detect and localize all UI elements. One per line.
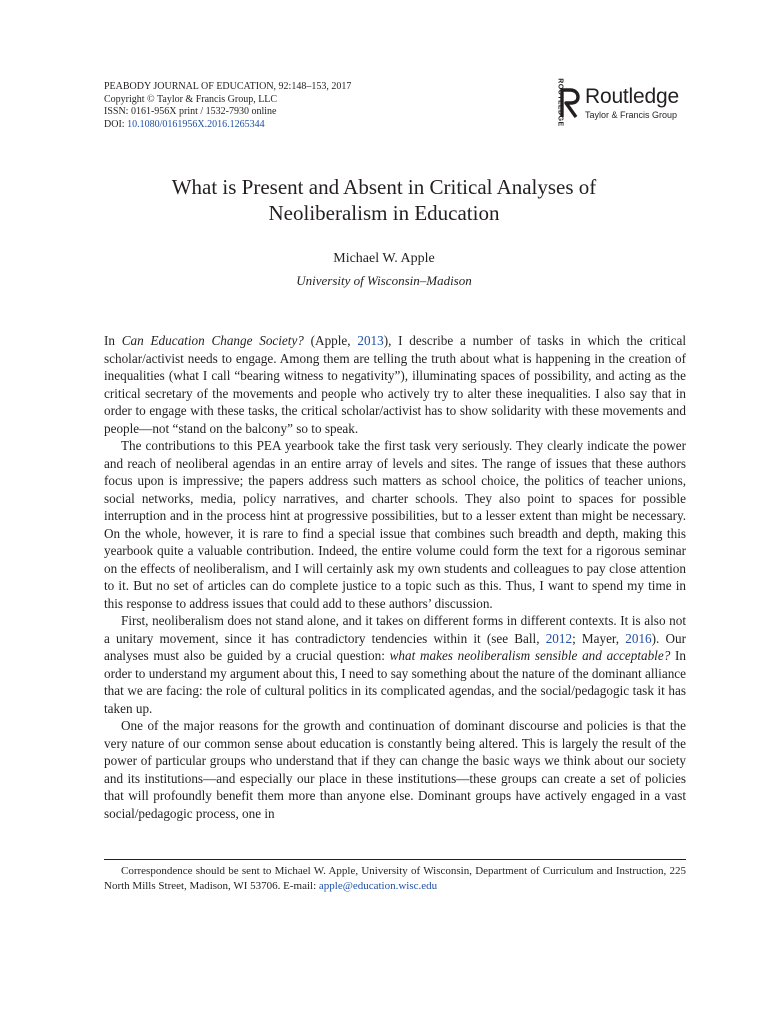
key-question: what makes neoliberalism sensible and acceptable? xyxy=(389,648,671,663)
citation-link[interactable]: 2013 xyxy=(357,333,384,348)
routledge-r-icon xyxy=(560,87,580,119)
article-title xyxy=(60,174,708,226)
paragraph-2: The contributions to this PEA yearbook take the first task very seriously. They clearly indicate the power and reach of neoliberal agendas in an entire array of levels and sites. The range of issues that these authors focus upon is impressive; the papers address such matters as school choice, the politics of teacher unions, social networks, media, policy narratives, and charter schools. They also point to spaces for possible interruption and in the process hint at progressive possibilities, but to a lesser extent than might be necessary. On the whole, however, it is rare to find a special issue that combines such breadth and depth, making this yearbook quite a valuable contribution. Indeed, the entire volume could form the text for a rigorous seminar on the effects of neoliberalism, and I will certainly ask my own students and colleagues to pay close attention to it. But no set of articles can do complete justice to a topic such as this. Thus, I want to spend my time in this response to address issues that could add to these authors’ discussion. xyxy=(104,438,686,611)
citation-link[interactable]: 2016 xyxy=(625,630,652,646)
paragraph-3: First, neoliberalism does not stand alone, and it takes on different forms in different contexts. It is also not a unitary movement, since it has contradictory tendencies within it (see Ball, 2012; Mayer, 2016). Our analyses must also be guided by a crucial question: what makes neoliberalism sensible and acceptable? In order to understand my argument about this, I need to say something about the nature of the dominant alliance that we are facing: the role of cultural politics in its complicated agendas, and the social/pedagogic task it has taken up. xyxy=(104,613,686,716)
citation-link[interactable]: 2012 xyxy=(545,630,573,646)
issn-line: ISSN: 0161-956X print / 1532-7930 online xyxy=(104,106,277,118)
doi-label: DOI: xyxy=(104,118,128,130)
paragraph-1: In Can Education Change Society? (Apple, 2013), I describe a number of tasks in which the critical scholar/activist needs to engage. Among them are telling the truth about what is happening in the creation of inequalities (what I call “bearing witness to negativity”), illuminating spaces of possibility, and acting as the critical secretary of the movements and people who actively try to alter these inequalities. I also say that in order to engage with these tasks, the critical scholar/activist has to show solidarity with these movements and people—not “stand on the balcony” so to speak. xyxy=(104,333,686,436)
journal-line: PEABODY JOURNAL OF EDUCATION, 92:148–153, 2017 xyxy=(104,81,352,92)
logo-name: Routledge xyxy=(585,85,679,108)
doi-line xyxy=(104,119,351,132)
correspondence-footnote xyxy=(104,864,686,894)
paragraph-4: One of the major reasons for the growth and continuation of dominant discourse and policies is that the very nature of our common sense about education is constantly being altered. This is largely the result of the power of particular groups who understand that if they can change the basic ways we think about our society and its institutions—and especially our place in these institutions—these groups can create a set of policies that will profoundly benefit them more than anyone else. Dominant groups have actively engaged in a vast social/pedagogic process, one in xyxy=(104,718,686,821)
article-body xyxy=(104,332,686,822)
footnote-divider xyxy=(104,859,686,860)
email-link[interactable]: apple@education.wisc.edu xyxy=(318,880,438,892)
journal-metadata xyxy=(104,81,351,131)
title-line-1: What is Present and Absent in Critical Analyses of xyxy=(171,175,597,199)
author-affiliation: University of Wisconsin–Madison xyxy=(296,273,472,288)
book-title: Can Education Change Society? xyxy=(121,333,304,348)
logo-vertical-text: ROUTLEDGE xyxy=(556,78,564,127)
copyright-line: Copyright © Taylor & Francis Group, LLC xyxy=(104,93,278,105)
doi-link[interactable]: 10.1080/0161956X.2016.1265344 xyxy=(127,118,265,130)
logo-subtitle: Taylor & Francis Group xyxy=(585,110,678,120)
footnote-text: Correspondence should be sent to Michael W. Apple, University of Wisconsin, Department of Curriculum and Instruction, 225 North Mills Street, Madison, WI 53706. E-mail: xyxy=(104,865,686,892)
title-line-2: Neoliberalism in Education xyxy=(268,201,500,225)
routledge-logo xyxy=(548,78,708,127)
author-name: Michael W. Apple xyxy=(333,251,435,266)
